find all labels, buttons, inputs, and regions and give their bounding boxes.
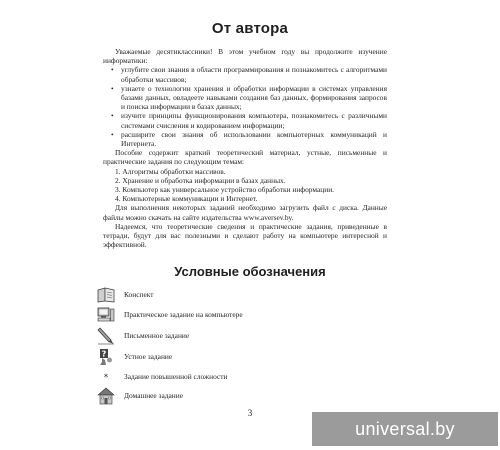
topic-item: 4. Компьютерные коммуникации и Интернет. — [115, 194, 258, 204]
legend-label: Домашнее задание — [124, 391, 183, 400]
legend-label: Конспект — [124, 290, 154, 299]
svg-text:?: ? — [101, 349, 107, 359]
topic-item: 3. Компьютер как универсальное устройство обработки информации. — [115, 185, 334, 195]
closing-paragraph: Надеемся, что теоретические сведения и практические задания, приведенные в тетради, будут для вас полезными и сделают работу на компьютере интересной и эффективной. — [103, 221, 387, 250]
topic-item: 2. Хранение и обработка информации в базах данных. — [115, 175, 286, 185]
legend-label: Задание повышенной сложности — [124, 372, 228, 381]
legend-item-computer-task — [97, 306, 357, 324]
goal-item: • узнаете о технологии хранения и обработки информации в системах управления базами данных, овладеете навыками создания баз данных, формирования запросов и поиска информации в базах данных; — [103, 84, 387, 112]
intro-paragraph: Уважаемые десятиклассники! В этом учебном году вы продолжите изучение информатики: — [103, 47, 387, 66]
speech-question-icon — [97, 348, 115, 366]
legend-item-homework — [97, 387, 357, 405]
book-icon — [97, 286, 115, 304]
legend-label: Практическое задание на компьютере — [124, 310, 243, 319]
star-icon — [97, 368, 115, 386]
pen-icon — [97, 327, 115, 345]
topics-list — [103, 167, 387, 204]
legend-item-oral-task — [97, 348, 357, 366]
legend-item-written-task — [97, 327, 357, 345]
topic-item: 1. Алгоритмы обработки массивов. — [115, 166, 226, 176]
legend-label: Устное задание — [124, 352, 173, 361]
page-title: От автора — [211, 20, 289, 37]
house-icon — [97, 387, 115, 405]
goal-item: • изучите принципы функционирования компьютера, познакомитесь с различными системами счисления и кодированием информации; — [103, 111, 387, 129]
legend-item-summary — [97, 286, 357, 304]
legend-label: Письменное задание — [124, 331, 190, 340]
svg-text:*: * — [103, 373, 109, 383]
goal-item: • углубите свои знания в области программирования и познакомитесь с алгоритмами обработки массивов; — [103, 65, 387, 83]
goals-list — [103, 65, 387, 148]
topics-intro-paragraph: Пособие содержит краткий теоретический материал, устные, письменные и практические задания по следующим темам: — [103, 148, 387, 167]
legend-item-advanced-task — [97, 368, 357, 386]
watermark-badge: universal.by — [312, 412, 498, 446]
computer-icon — [97, 306, 115, 324]
legend-title: Условные обозначения — [174, 264, 326, 279]
goal-item: • расширите свои знания об использовании компьютерных коммуникаций и Интернета. — [103, 130, 387, 148]
download-note: Для выполнения некоторых заданий необходимо загрузить файл с диска. Данные файлы можно скачать на сайте издательства www.aversev.by. — [103, 203, 387, 222]
preface-text — [103, 47, 387, 249]
page-number: 3 — [247, 408, 253, 418]
